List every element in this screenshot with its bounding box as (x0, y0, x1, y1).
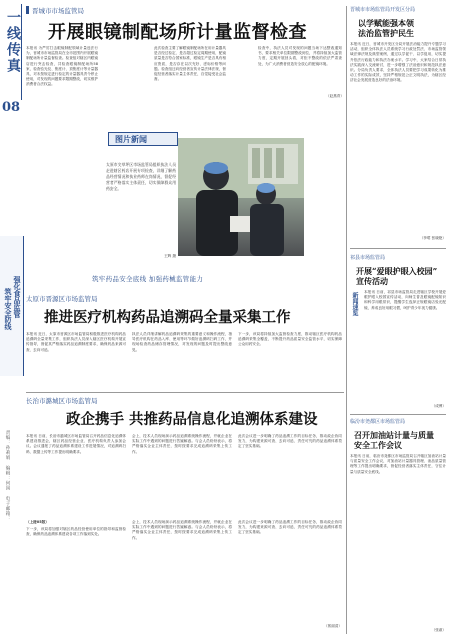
photo-label-text: 图片新闻 (115, 134, 147, 144)
article-headline: 以学赋能强本领 法治监管护民生 (358, 18, 414, 38)
article-tail: （上接05版） (26, 520, 49, 524)
photo-caption: 太原市尖草坪区市场监管局组织执法人员走进辖区药店开展专项检查，详细了解药品经营情况和执业药师在岗情况，督促经营者严格落实主体责任，切实保障群众用药安全。 (106, 162, 176, 191)
article-headline: 推进医疗机构药品追溯码全量采集工作 (44, 309, 291, 326)
photo-credit: 王辉 摄 (164, 254, 176, 258)
column-divider (346, 6, 347, 634)
article-source: 临汾市尧都区市场监管局 (350, 419, 406, 425)
article-column: 此次检查主要了解眼镜制配场所在用计量器具是否经过检定、是否超过检定周期使用，配镜质量是否符合国家标准，眼镜生产是否具有相应资质，是否存在以次充好、虚标价格等问题。检查组还向经营者宣传计量法律法规，督促经营者落实计量主体责任，自觉接受社会监督。 (154, 46, 226, 82)
photo-news (26, 132, 344, 262)
photo-label (108, 132, 178, 146)
article-column: 此次会议进一步明确了药品追溯工作的目标任务，推动政企协同发力，为构建来源可查、去向可追、责任可究的药品追溯体系奠定了坚实基础。 (238, 520, 342, 535)
article-headline: 开展眼镜制配场所计量监督检查 (48, 22, 307, 43)
article-column: 本报讯 为严厉打击眼镜制配领域计量违法行为，晋城市市场监管局在全市范围内开展眼镜制配场所计量监督检查。检查组对辖区内眼镜店进行突击检查，共检查眼镜制配场所58家，检查验光仪、焦度计、顶焦度计等计量器具，对未按规定进行检定的计量器具责令停止使用，对发现的问题要求限期整改，切实维护消费者合法权益。 (26, 46, 98, 87)
slogan-text: 筑牢药品安全底线 加强药械监管能力 (92, 275, 204, 283)
article-column: 下一步，该局将持续加大监督检查力度，推动辖区医疗机构药品追溯码采集全覆盖，不断提升药品质量安全监管水平，切实保障公众用药安全。 (238, 332, 342, 347)
article-author: （赵燕青） (326, 94, 344, 98)
section-label (0, 4, 22, 100)
article-column: 会上，技术人员现场演示药品追溯系统操作流程，并就企业在实际工作中遇到的问题进行答疑解惑。与会人员纷纷表示，将严格落实企业主体责任，按时按要求完成追溯码采集上传工作。 (132, 520, 232, 540)
article-drug-trace (26, 294, 344, 390)
photo-scene (178, 138, 304, 256)
news-photo (178, 138, 304, 256)
divider (26, 392, 344, 393)
article-column: 执法人员详细讲解药品追溯码采集的重要意义和操作流程，指导医疗机构在药品入库、使用等环节做好追溯码扫码工作，并现场检查药品储存管理情况，对发现的问题及时提出整改意见。 (132, 332, 232, 352)
article-source: 长治市潞城区市场监管局 (26, 397, 98, 405)
article-source: 太原市晋源区市场监管局 (26, 295, 98, 303)
article-column: 下一步，该局将加强对辖区药品经营使用单位的指导和监督检查，确保药品追溯体系建设各项工作落到实处。 (26, 527, 126, 537)
article-column: 此次会议进一步明确了药品追溯工作的目标任务，推动政企协同发力，为构建来源可查、去向可追、责任可究的药品追溯体系奠定了坚实基础。 (238, 434, 342, 449)
article-body: 本报讯 日前，祁县市场监管局走进辖区学校开展爱眼护眼入校园宣传活动，向师生普及眼镜配镜知识和科学用眼常识，提醒学生选择正规眼镜店验光配镜，养成良好用眼习惯，呵护青少年视力健康。 (364, 290, 446, 310)
article-body: 本报讯 日前，临汾市尧都区市场监管局召开辖区加油站计量与质量安全工作会议，对加油站计量器具管理、油品质量管理等工作提出明确要求，督促经营者落实主体责任，守住计量与质量安全底线。 (350, 454, 446, 474)
article-body: 本报讯 近日，晋城市开发区分局开展法治能力提升专题学习活动，组织全体执法人员系统学习行政处罚法、市场监管领域法律法规及典型案例，通过以学促干、以学促用，切实提升依法行政能力和执法办案水平。学习中，大家结合日常执法实践深入交流研讨，进一步增强了法治意识和规范执法意识。分局负责人要求，全体执法人员要把学习成果转化为推动工作的实际成效，坚持严格规范公正文明执法，为辖区经济社会发展营造良好的法治环境。 (350, 42, 446, 83)
article-author: （李珺 张晓艳） (419, 236, 446, 240)
news-sidebar-label-text: 新闻速览 (351, 292, 358, 316)
article-info-trace (26, 396, 344, 636)
article-source: 祁县市场监管局 (350, 255, 386, 261)
article-author: （郭丽清） (324, 624, 342, 628)
divider (350, 414, 446, 415)
article-author: （张淑） (431, 628, 446, 632)
divider (350, 248, 446, 249)
article-headline: 政企携手 共推药品信息化追溯体系建设 (66, 411, 318, 428)
article-headline: 开展“爱眼护眼入校园” 宣传活动 (356, 266, 438, 286)
right-column (350, 4, 446, 636)
article-column: 检查中，执法人员对发现的问题当场下达整改通知书，要求相关单位限期整改到位，并将持续加大监管力度，定期开展回头看，对拒不整改的依法严肃查处，为广大消费者营造安全放心的配镜环境。 (258, 46, 342, 66)
band-line-right: 强化食品监管 (13, 276, 22, 318)
article-source: 晋城市市场监管局开发区分局 (350, 7, 416, 13)
article-column: 本报讯 近日，太原市晋源区市场监管局积极推进医疗机构药品追溯码全量采集工作，组织执法人员深入辖区医疗机构开展宣传指导，督促其严格落实药品追溯制度要求，确保药品来源可查、去向可追。 (26, 332, 126, 352)
band-line-left: 筑牢安全防线 (4, 288, 13, 330)
article-headline: 召开加油站计量与质量 安全工作会议 (354, 430, 434, 450)
divider (26, 6, 29, 14)
section-title: 一线传真 (5, 10, 21, 74)
slogan-banner (92, 274, 292, 284)
news-sidebar-label (348, 292, 362, 352)
side-band (0, 236, 24, 376)
article-author: （成博） (431, 404, 446, 408)
margin-footer: 责编：孙莉娟 编辑：何国 电子邮箱： (5, 430, 10, 521)
article-source: 晋城市市场监管局 (32, 7, 84, 15)
article-eyeglass (26, 6, 344, 104)
page-number: 08 (1, 100, 21, 115)
article-column: 会上，技术人员现场演示药品追溯系统操作流程，并就企业在实际工作中遇到的问题进行答疑解惑。与会人员纷纷表示，将严格落实企业主体责任，按时按要求完成追溯码采集上传工作。 (132, 434, 232, 454)
article-column: 本报讯 日前，长治市潞城区市场监管局召开药品信息化追溯体系建设推进会，辖区药品经营企业、医疗机构负责人参加会议。会议通报了药品追溯体系建设工作进展情况，对追溯码扫码、数据上传等工作提出明确要求。 (26, 434, 126, 454)
